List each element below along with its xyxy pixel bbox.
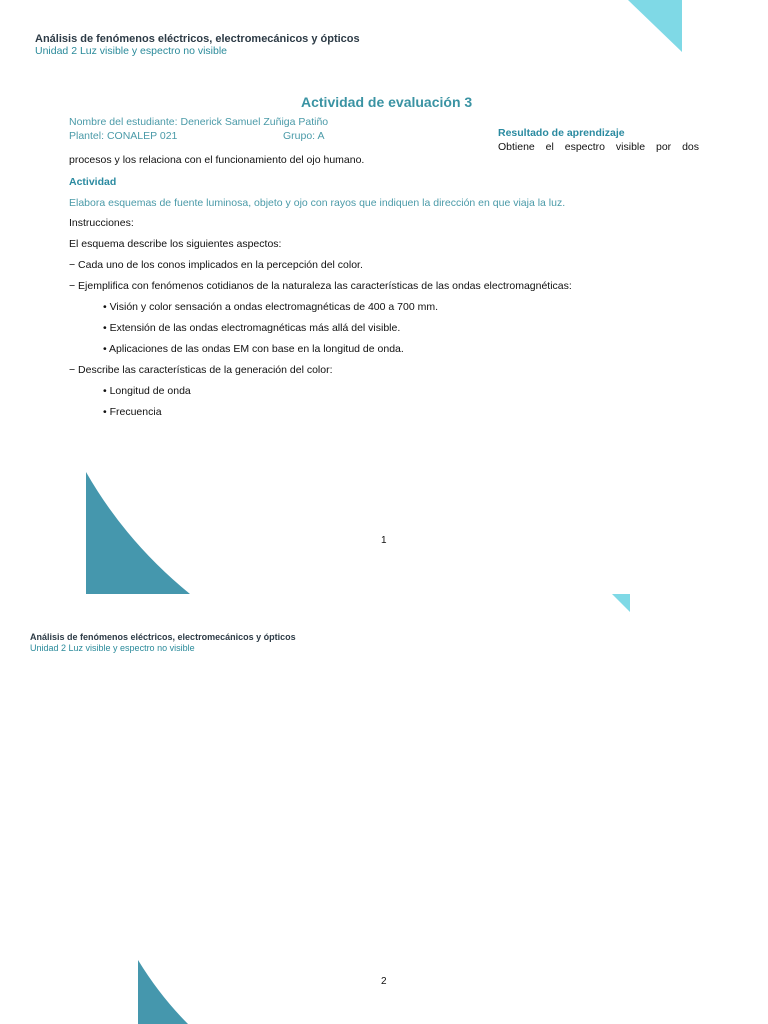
grupo: Grupo: A xyxy=(283,130,325,142)
sub-list-item: • Aplicaciones de las ondas EM con base en la longitud de onda. xyxy=(103,343,404,355)
document-title: Actividad de evaluación 3 xyxy=(301,94,473,110)
list-item: − Ejemplifica con fenómenos cotidianos de la naturaleza las características de las ondas electromagnéticas: xyxy=(69,280,572,292)
instrucciones-label: Instrucciones: xyxy=(69,217,134,229)
plantel: Plantel: CONALEP 021 xyxy=(69,130,178,142)
sub-list-item: • Frecuencia xyxy=(103,406,162,418)
list-item: − Cada uno de los conos implicados en la percepción del color. xyxy=(69,259,363,271)
resultado-line-2: procesos y los relaciona con el funcionamiento del ojo humano. xyxy=(69,154,365,166)
sub-list-item: • Extensión de las ondas electromagnéticas más allá del visible. xyxy=(103,322,401,334)
list-item: − Describe las características de la generación del color: xyxy=(69,364,333,376)
resultado-line-1: Obtiene el espectro visible por dos xyxy=(498,141,699,153)
header-course-title: Análisis de fenómenos eléctricos, electromecánicos y ópticos xyxy=(30,632,296,642)
header-unit-subtitle: Unidad 2 Luz visible y espectro no visible xyxy=(30,643,195,653)
actividad-heading: Actividad xyxy=(69,176,117,188)
corner-triangle-bottom-left-shape xyxy=(86,472,190,594)
corner-triangle-bottom-left-shape xyxy=(138,960,188,1024)
corner-triangle-small-right-shape xyxy=(612,594,630,612)
esquema-intro: El esquema describe los siguientes aspectos: xyxy=(69,238,282,250)
corner-triangle-bottom-left xyxy=(86,472,190,594)
corner-triangle-top-right xyxy=(628,0,682,52)
corner-triangle-small-right xyxy=(612,594,630,612)
actividad-text: Elabora esquemas de fuente luminosa, objeto y ojo con rayos que indiquen la dirección en que viaja la luz. xyxy=(69,197,566,209)
sub-list-item: • Longitud de onda xyxy=(103,385,191,397)
corner-triangle-bottom-left xyxy=(138,960,188,1024)
header-course-title: Análisis de fenómenos eléctricos, electromecánicos y ópticos xyxy=(35,33,360,45)
resultado-heading: Resultado de aprendizaje xyxy=(498,127,625,139)
page-number: 1 xyxy=(381,535,387,546)
student-name: Nombre del estudiante: Denerick Samuel Zuñiga Patiño xyxy=(69,116,329,128)
page-number: 2 xyxy=(381,976,387,987)
corner-triangle-top-right-shape xyxy=(628,0,682,52)
sub-list-item: • Visión y color sensación a ondas electromagnéticas de 400 a 700 mm. xyxy=(103,301,439,313)
header-unit-subtitle: Unidad 2 Luz visible y espectro no visible xyxy=(35,45,228,57)
